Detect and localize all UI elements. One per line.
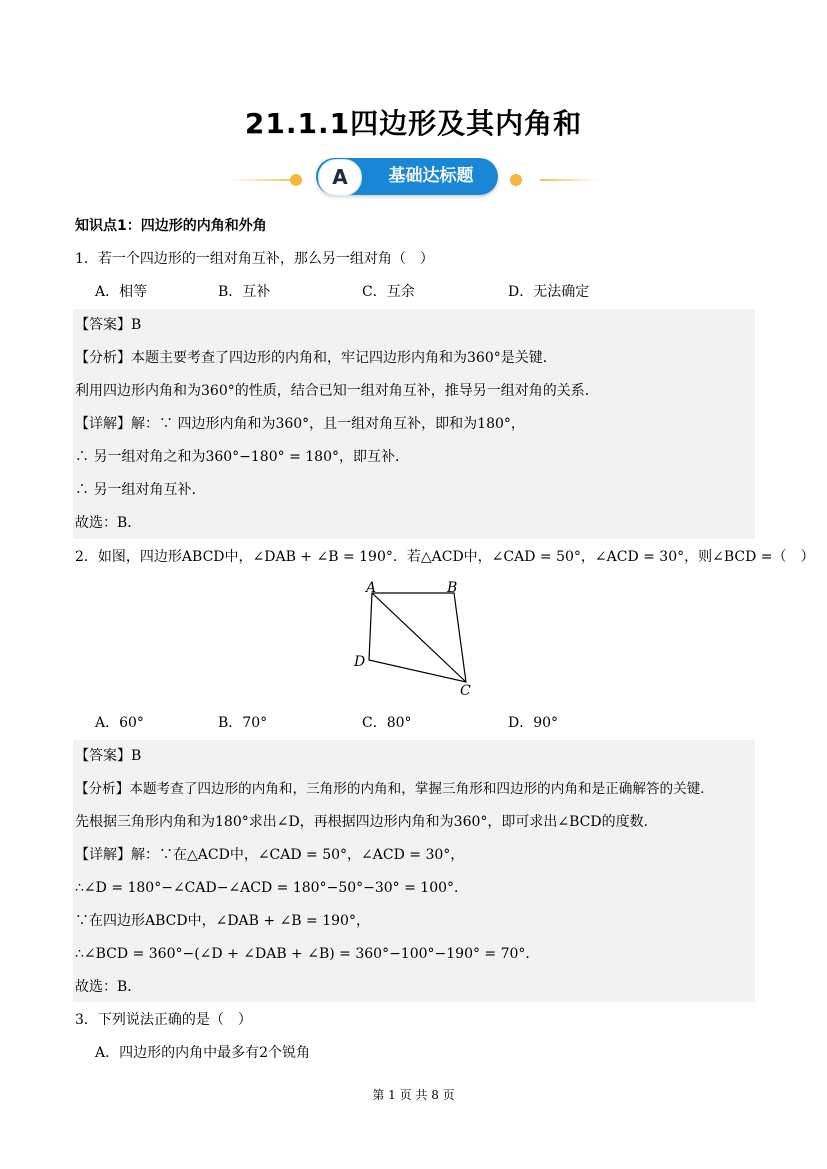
q1-option-b: B．互补 [218,284,271,300]
q2-stem: 2．如图，四边形ABCD中，∠DAB + ∠B = 190°．若△ACD中，∠CAD = 50°，∠ACD = 30°，则∠BCD =（ ） [75,549,815,565]
diagonal-ac [372,593,466,682]
vertex-label-b: B [447,580,458,596]
banner-left-dot [290,174,302,186]
q2-option-b: B．70° [218,715,268,731]
vertex-label-d: D [354,654,366,670]
banner-right-line [540,179,598,181]
vertex-label-c: C [460,683,471,698]
q1-detail-line3: ∴ 另一组对角互补. [75,482,196,498]
q2-detail-line1: 【详解】解：∵在△ACD中，∠CAD = 50°，∠ACD = 30°， [75,847,465,863]
q2-answer: 【答案】B [75,748,142,764]
q3-option-a: A．四边形的内角中最多有2个锐角 [95,1045,311,1061]
banner-badge: A [318,159,362,196]
knowledge-point-heading: 知识点1：四边形的内角和外角 [75,218,267,234]
page-title: 21.1.1四边形及其内角和 [244,107,583,140]
q1-stem: 1．若一个四边形的一组对角互补，那么另一组对角（ ） [75,251,434,267]
q2-choice: 故选：B． [75,979,142,995]
q2-detail-line3: ∵在四边形ABCD中，∠DAB + ∠B = 190°， [75,913,370,929]
q2-option-d: D．90° [508,715,559,731]
banner-left-line [230,179,298,181]
q3-stem: 3．下列说法正确的是（ ） [75,1012,252,1028]
q1-choice: 故选：B． [75,515,142,531]
quadrilateral-figure [350,578,480,698]
q2-analysis-line2: 先根据三角形内角和为180°求出∠D，再根据四边形内角和为360°，即可求出∠BCD的度数． [75,814,658,830]
q2-analysis-line1: 【分析】本题考查了四边形的内角和，三角形的内角和，掌握三角形和四边形的内角和是正确解答的关键． [75,781,714,797]
banner-label: 基础达标题 [388,166,474,186]
q2-detail-line4: ∴∠BCD = 360°−(∠D + ∠DAB + ∠B) = 360°−100°−190° = 70°． [75,946,540,962]
section-banner [230,156,598,196]
q2-option-a: A．60° [95,715,144,731]
q2-option-c: C．80° [362,715,412,731]
q1-answer: 【答案】B [75,317,142,333]
q1-option-d: D．无法确定 [508,284,590,300]
q1-option-c: C．互余 [362,284,415,300]
vertex-label-a: A [366,580,377,596]
q1-option-a: A．相等 [95,284,148,300]
q1-detail-line1: 【详解】解：∵ 四边形内角和为360°，且一组对角互补，即和为180°， [75,416,525,432]
q1-analysis-line1: 【分析】本题主要考查了四边形的内角和，牢记四边形内角和为360°是关键． [75,350,557,366]
page-footer: 第 1 页 共 8 页 [372,1088,455,1102]
q1-analysis-line2: 利用四边形内角和为360°的性质，结合已知一组对角互补，推导另一组对角的关系． [75,383,599,399]
q1-detail-line2: ∴ 另一组对角之和为360°−180° = 180°，即互补. [75,449,400,465]
q2-detail-line2: ∴∠D = 180°−∠CAD−∠ACD = 180°−50°−30° = 100°． [75,880,469,896]
banner-right-dot [510,174,522,186]
